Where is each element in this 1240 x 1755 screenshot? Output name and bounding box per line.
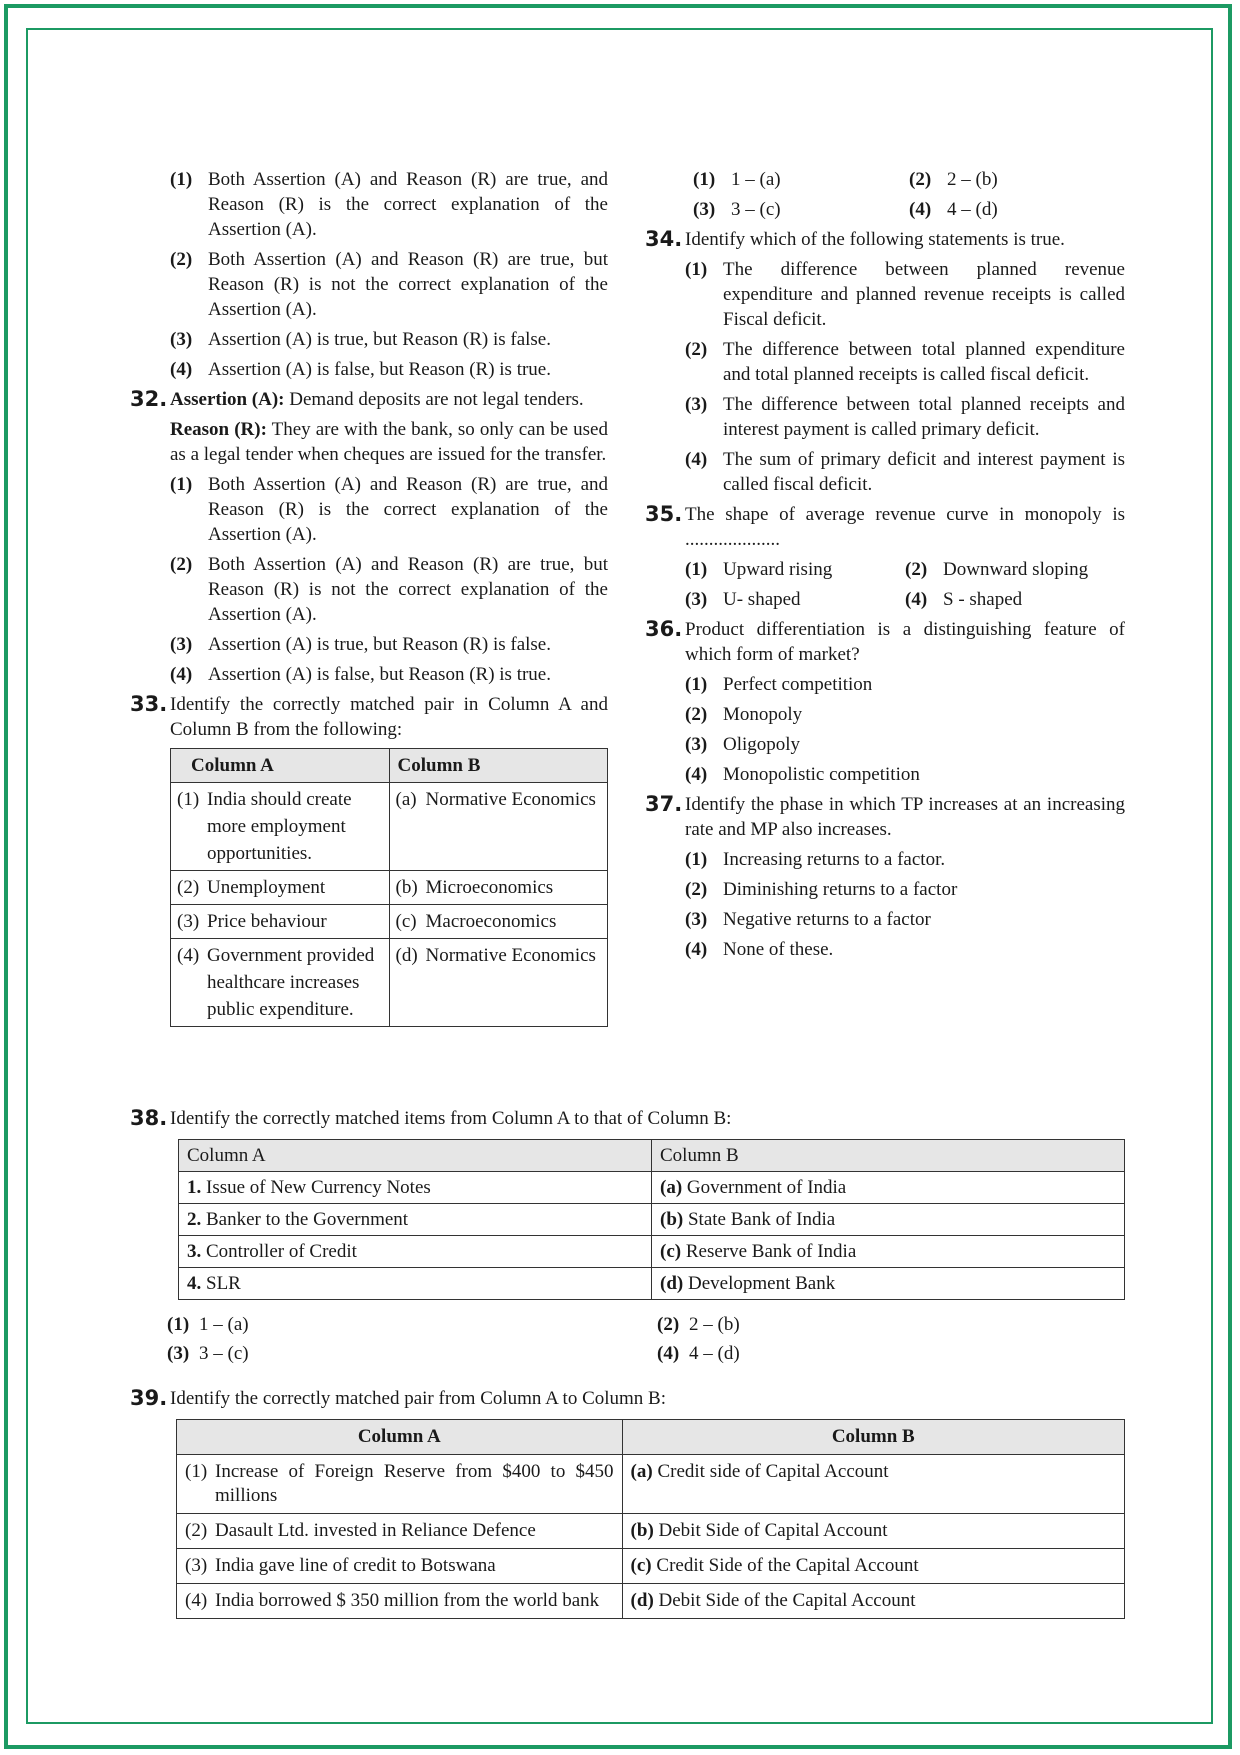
question-33 [130, 692, 608, 742]
q34-option-4[interactable]: (4) The sum of primary deficit and interest payment is called fiscal deficit. [685, 449, 1125, 495]
table-row: (1) India should create more employment opportunities. (a) Normative Economics [171, 783, 608, 871]
left-column [130, 167, 608, 1027]
question-number: 35. [645, 502, 683, 526]
q35-options [685, 557, 1125, 612]
question-text: Identify which of the following statements is true. [685, 229, 1065, 250]
question-text: Product differentiation is a distinguishing feature of which form of market? [685, 619, 1125, 665]
q32-option-3[interactable]: (3) Assertion (A) is true, but Reason (R) is false. [170, 634, 551, 655]
table-row: (3) India gave line of credit to Botswana (c) Credit Side of the Capital Account [177, 1549, 1125, 1584]
q35-option-4[interactable]: (4) S - shaped [905, 589, 1023, 610]
q34-option-3[interactable]: (3) The difference between total planned receipts and interest payment is called primary deficit. [685, 394, 1125, 440]
q38-match-table [178, 1139, 1125, 1300]
question-text: Identify the correctly matched pair from Column A to Column B: [170, 1388, 667, 1409]
q37-option-4[interactable]: (4) None of these. [685, 939, 834, 960]
question-36 [645, 617, 1125, 667]
table-row: (1) Increase of Foreign Reserve from $400 to $450 millions (a) Credit side of Capital Account [177, 1455, 1125, 1514]
q32-option-4[interactable]: (4) Assertion (A) is false, but Reason (R) is true. [170, 664, 551, 685]
question-number: 39. [130, 1386, 168, 1410]
q31-option-3[interactable]: (3) Assertion (A) is true, but Reason (R) is false. [170, 329, 551, 350]
table-header-row [171, 749, 608, 783]
column-a-header: Column A [179, 1140, 652, 1172]
q33-option-1[interactable]: (1) 1 – (a) [693, 169, 781, 190]
question-38 [130, 1106, 1125, 1131]
q36-option-4[interactable]: (4) Monopolistic competition [685, 764, 920, 785]
q33-option-3[interactable]: (3) 3 – (c) [693, 199, 781, 220]
question-number: 32. [130, 387, 168, 411]
table-row: (3) Price behaviour (c) Macroeconomics [171, 905, 608, 939]
assertion-label: Assertion (A): [170, 389, 285, 410]
right-column [645, 167, 1125, 967]
table-row: (4) India borrowed $ 350 million from the world bank (d) Debit Side of the Capital Account [177, 1584, 1125, 1619]
q38-options [167, 1312, 1125, 1366]
question-35 [645, 502, 1125, 552]
q31-option-4[interactable]: (4) Assertion (A) is false, but Reason (R) is true. [170, 359, 551, 380]
question-39 [130, 1386, 1125, 1411]
q35-option-2[interactable]: (2) Downward sloping [905, 559, 1089, 580]
q36-option-3[interactable]: (3) Oligopoly [685, 734, 801, 755]
question-text: Identify the phase in which TP increases at an increasing rate and MP also increases. [685, 794, 1125, 840]
table-header-row [177, 1420, 1125, 1455]
q34-option-2[interactable]: (2) The difference between total planned expenditure and total planned receipts is called fiscal deficit. [685, 339, 1125, 385]
column-b-header: Column B [622, 1420, 1124, 1455]
table-header-row [179, 1140, 1125, 1172]
q36-option-1[interactable]: (1) Perfect competition [685, 674, 873, 695]
q35-option-3[interactable]: (3) U- shaped [685, 589, 801, 610]
column-a-header: Column A [177, 1420, 623, 1455]
question-32 [130, 387, 608, 412]
q32-option-1[interactable]: (1) Both Assertion (A) and Reason (R) are true, and Reason (R) is the correct explanation of the Assertion (A). [170, 474, 608, 545]
column-a-header: Column A [171, 749, 390, 783]
question-text: Identify the correctly matched items from Column A to that of Column B: [170, 1108, 732, 1129]
question-number: 33. [130, 692, 168, 716]
q34-option-1[interactable]: (1) The difference between planned revenue expenditure and planned revenue receipts is called Fiscal deficit. [685, 259, 1125, 330]
question-34 [645, 227, 1125, 252]
table-row: 1. Issue of New Currency Notes (a) Government of India [179, 1172, 1125, 1204]
table-row: (2) Unemployment (b) Microeconomics [171, 871, 608, 905]
q31-option-1[interactable]: (1) Both Assertion (A) and Reason (R) are true, and Reason (R) is the correct explanation of the Assertion (A). [170, 169, 608, 240]
column-b-header: Column B [652, 1140, 1125, 1172]
q37-option-2[interactable]: (2) Diminishing returns to a factor [685, 879, 958, 900]
question-text: Identify the correctly matched pair in Column A and Column B from the following: [170, 694, 608, 740]
q32-option-2[interactable]: (2) Both Assertion (A) and Reason (R) are true, but Reason (R) is not the correct explanation of the Assertion (A). [170, 554, 608, 625]
q33-match-table [170, 748, 608, 1027]
q37-option-3[interactable]: (3) Negative returns to a factor [685, 909, 931, 930]
question-text: The shape of average revenue curve in monopoly is .................... [685, 504, 1125, 550]
q32-reason [170, 417, 608, 467]
q33-option-2[interactable]: (2) 2 – (b) [909, 169, 998, 190]
q38-option-2[interactable]: (2) 2 – (b) [657, 1314, 740, 1335]
question-38-block [130, 1102, 1125, 1366]
question-number: 34. [645, 227, 683, 251]
reason-text: They are with the bank, so only can be used as a legal tender when cheques are issued for the transfer. [170, 419, 608, 465]
table-row: 2. Banker to the Government (b) State Bank of India [179, 1204, 1125, 1236]
q38-option-1[interactable]: (1) 1 – (a) [167, 1314, 249, 1335]
column-b-header: Column B [389, 749, 608, 783]
q35-option-1[interactable]: (1) Upward rising [685, 559, 833, 580]
table-row: (4) Government provided healthcare increases public expenditure. (d) Normative Economics [171, 939, 608, 1027]
assertion-text: Demand deposits are not legal tenders. [284, 389, 584, 410]
q33-options [693, 167, 1125, 222]
question-number: 38. [130, 1106, 168, 1130]
question-number: 36. [645, 617, 683, 641]
q36-option-2[interactable]: (2) Monopoly [685, 704, 803, 725]
q38-option-3[interactable]: (3) 3 – (c) [167, 1343, 249, 1364]
table-row: (2) Dasault Ltd. invested in Reliance Defence (b) Debit Side of Capital Account [177, 1514, 1125, 1549]
question-number: 37. [645, 792, 683, 816]
q31-option-2[interactable]: (2) Both Assertion (A) and Reason (R) are true, but Reason (R) is not the correct explanation of the Assertion (A). [170, 249, 608, 320]
q33-option-4[interactable]: (4) 4 – (d) [909, 199, 998, 220]
q39-match-table [176, 1419, 1125, 1619]
q37-option-1[interactable]: (1) Increasing returns to a factor. [685, 849, 946, 870]
question-37 [645, 792, 1125, 842]
question-39-block [130, 1382, 1125, 1619]
table-row: 4. SLR (d) Development Bank [179, 1268, 1125, 1300]
reason-label: Reason (R): [170, 419, 267, 440]
q38-option-4[interactable]: (4) 4 – (d) [657, 1343, 740, 1364]
table-row: 3. Controller of Credit (c) Reserve Bank of India [179, 1236, 1125, 1268]
